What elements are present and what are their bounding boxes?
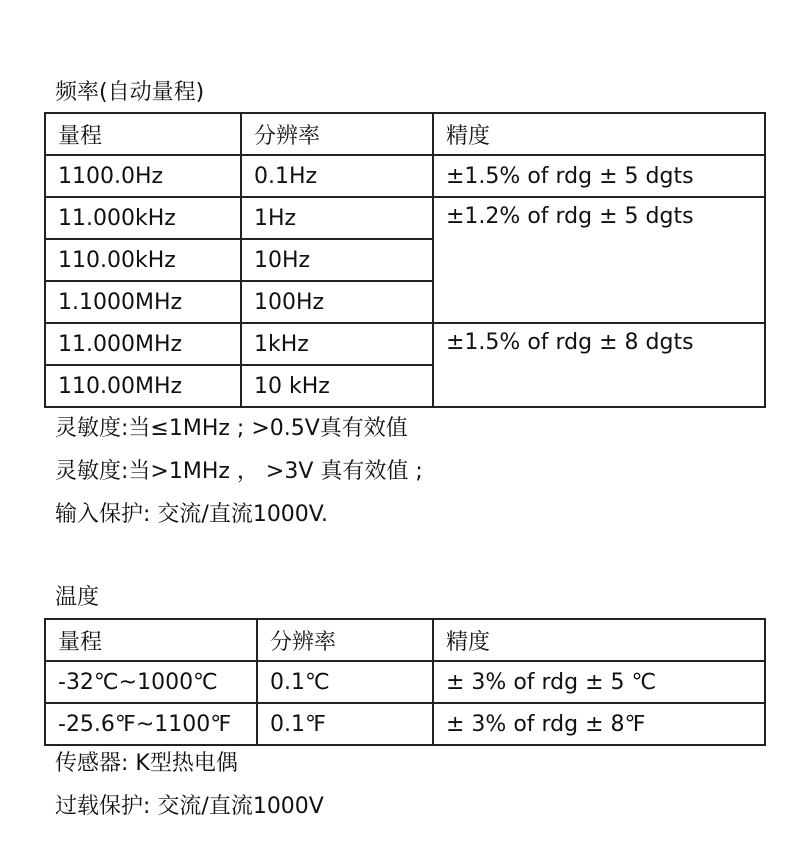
accuracy-cell: ±1.2% of rdg ± 5 dgts bbox=[433, 197, 765, 323]
header-accuracy: 精度 bbox=[433, 619, 765, 661]
resolution-cell: 10 kHz bbox=[241, 365, 433, 407]
overload-protection-note: 过载保护: 交流/直流1000V bbox=[55, 794, 324, 819]
range-cell: -25.6℉~1100℉ bbox=[45, 703, 257, 745]
sensor-note: 传感器: K型热电偶 bbox=[55, 751, 238, 776]
resolution-cell: 1kHz bbox=[241, 323, 433, 365]
header-accuracy: 精度 bbox=[433, 113, 765, 155]
input-protection-note: 输入保护: 交流/直流1000V. bbox=[55, 502, 329, 527]
accuracy-cell: ± 3% of rdg ± 5 ℃ bbox=[433, 661, 765, 703]
resolution-cell: 100Hz bbox=[241, 281, 433, 323]
table-header-row bbox=[45, 113, 765, 155]
resolution-cell: 1Hz bbox=[241, 197, 433, 239]
table-row bbox=[45, 197, 765, 239]
table-row bbox=[45, 661, 765, 703]
table-header-row bbox=[45, 619, 765, 661]
range-cell: 110.00MHz bbox=[45, 365, 241, 407]
header-range: 量程 bbox=[45, 619, 257, 661]
header-resolution: 分辨率 bbox=[241, 113, 433, 155]
table-row bbox=[45, 155, 765, 197]
accuracy-cell: ±1.5% of rdg ± 5 dgts bbox=[433, 155, 765, 197]
sensitivity-note-high: 灵敏度:当>1MHz ， >3V 真有效值 ; bbox=[55, 459, 423, 484]
range-cell: -32℃~1000℃ bbox=[45, 661, 257, 703]
frequency-section-title: 频率(自动量程) bbox=[55, 80, 205, 105]
resolution-cell: 0.1Hz bbox=[241, 155, 433, 197]
temperature-section-title: 温度 bbox=[55, 585, 100, 610]
range-cell: 1.1000MHz bbox=[45, 281, 241, 323]
resolution-cell: 0.1℉ bbox=[257, 703, 433, 745]
header-range: 量程 bbox=[45, 113, 241, 155]
accuracy-cell: ±1.5% of rdg ± 8 dgts bbox=[433, 323, 765, 407]
frequency-spec-table bbox=[44, 112, 766, 408]
sensitivity-note-low: 灵敏度:当≤1MHz ; >0.5V真有效值 bbox=[55, 416, 408, 441]
range-cell: 110.00kHz bbox=[45, 239, 241, 281]
accuracy-cell: ± 3% of rdg ± 8℉ bbox=[433, 703, 765, 745]
table-row bbox=[45, 323, 765, 365]
range-cell: 11.000kHz bbox=[45, 197, 241, 239]
resolution-cell: 10Hz bbox=[241, 239, 433, 281]
temperature-spec-table bbox=[44, 618, 766, 746]
header-resolution: 分辨率 bbox=[257, 619, 433, 661]
range-cell: 1100.0Hz bbox=[45, 155, 241, 197]
resolution-cell: 0.1℃ bbox=[257, 661, 433, 703]
table-row bbox=[45, 703, 765, 745]
range-cell: 11.000MHz bbox=[45, 323, 241, 365]
